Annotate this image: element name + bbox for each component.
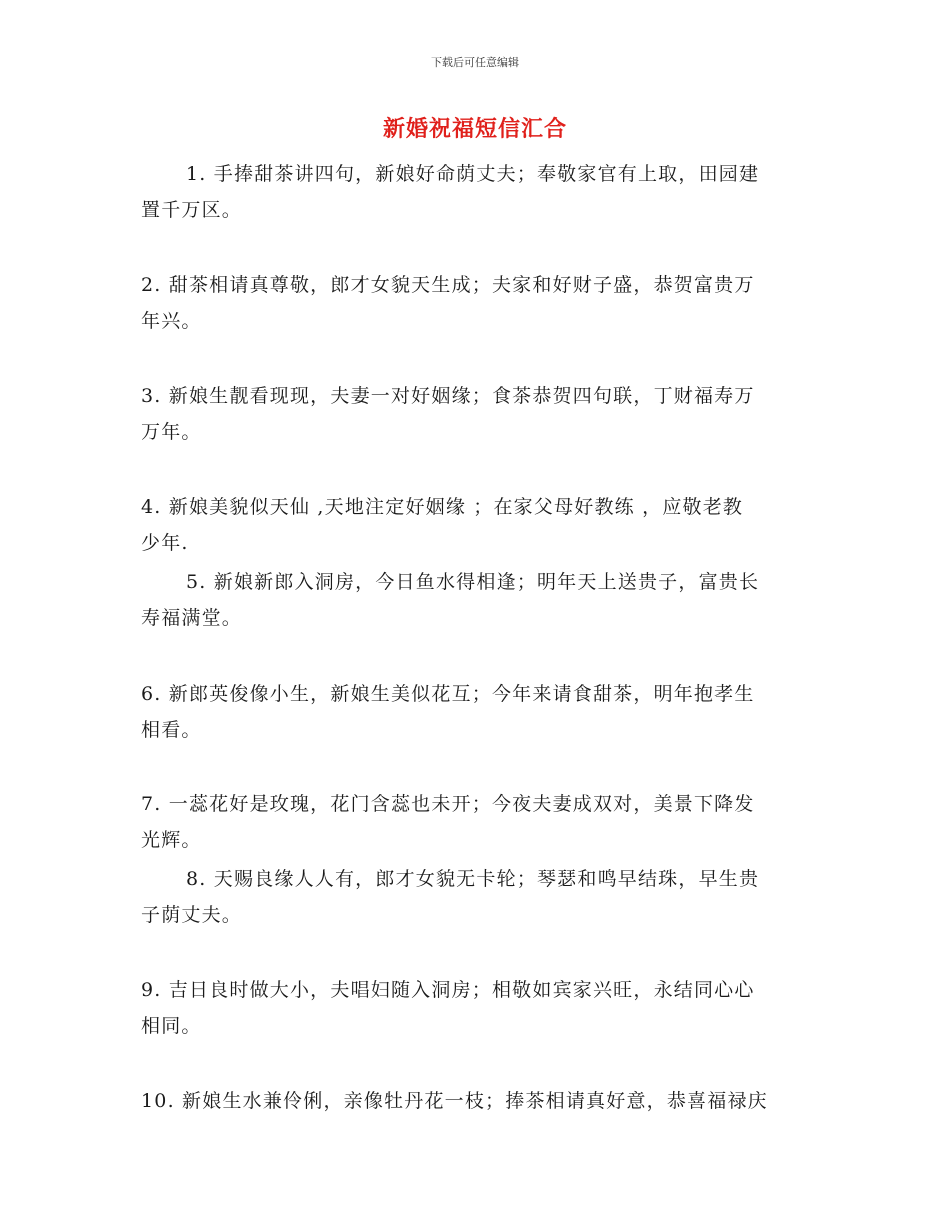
paragraph-7	[141, 786, 801, 858]
paragraph-line: 3. 新娘生靓看现现，夫妻一对好姻缘；食茶恭贺四句联，丁财福寿万	[141, 385, 755, 407]
paragraph-5	[141, 564, 801, 636]
paragraph-9	[141, 972, 801, 1044]
paragraph-line: 8. 天赐良缘人人有，郎才女貌无卡轮；琴瑟和鸣早结珠，早生贵	[186, 868, 760, 890]
paragraph-line: 少年.	[141, 532, 189, 554]
paragraph-10	[141, 1083, 801, 1119]
paragraph-8	[141, 861, 801, 933]
document-title: 新婚祝福短信汇合	[382, 117, 567, 142]
paragraph-6	[141, 676, 801, 748]
header-note: 下载后可任意编辑	[431, 56, 519, 69]
paragraph-line: 5. 新娘新郎入洞房，今日鱼水得相逢；明年天上送贵子，富贵长	[186, 571, 760, 593]
paragraph-line: 7. 一蕊花好是玫瑰，花门含蕊也未开；今夜夫妻成双对，美景下降发	[141, 793, 755, 815]
paragraph-line: 相看。	[141, 719, 202, 741]
paragraph-3	[141, 378, 801, 450]
paragraph-line: 4. 新娘美貌似天仙 ,天地注定好姻缘 ；在家父母好教练 ，应敬老教	[141, 496, 744, 518]
paragraph-line: 9. 吉日良时做大小，夫唱妇随入洞房；相敬如宾家兴旺，永结同心心	[141, 979, 755, 1001]
paragraph-4	[141, 489, 801, 561]
paragraph-1	[141, 156, 801, 228]
paragraph-line: 1. 手捧甜茶讲四句，新娘好命荫丈夫；奉敬家官有上取，田园建	[186, 163, 760, 185]
paragraph-line: 10. 新娘生水兼伶俐，亲像牡丹花一枝；捧茶相请真好意，恭喜福禄庆	[141, 1090, 768, 1112]
paragraph-line: 子荫丈夫。	[141, 904, 243, 926]
paragraph-line: 2. 甜茶相请真尊敬，郎才女貌天生成；夫家和好财子盛，恭贺富贵万	[141, 274, 755, 296]
paragraph-line: 年兴。	[141, 310, 202, 332]
paragraph-2	[141, 267, 801, 339]
paragraph-line: 寿福满堂。	[141, 607, 243, 629]
paragraph-line: 万年。	[141, 421, 202, 443]
paragraph-line: 置千万区。	[141, 199, 243, 221]
paragraph-line: 光辉。	[141, 829, 202, 851]
paragraph-line: 6. 新郎英俊像小生，新娘生美似花互；今年来请食甜茶，明年抱孝生	[141, 683, 755, 705]
paragraph-line: 相同。	[141, 1015, 202, 1037]
